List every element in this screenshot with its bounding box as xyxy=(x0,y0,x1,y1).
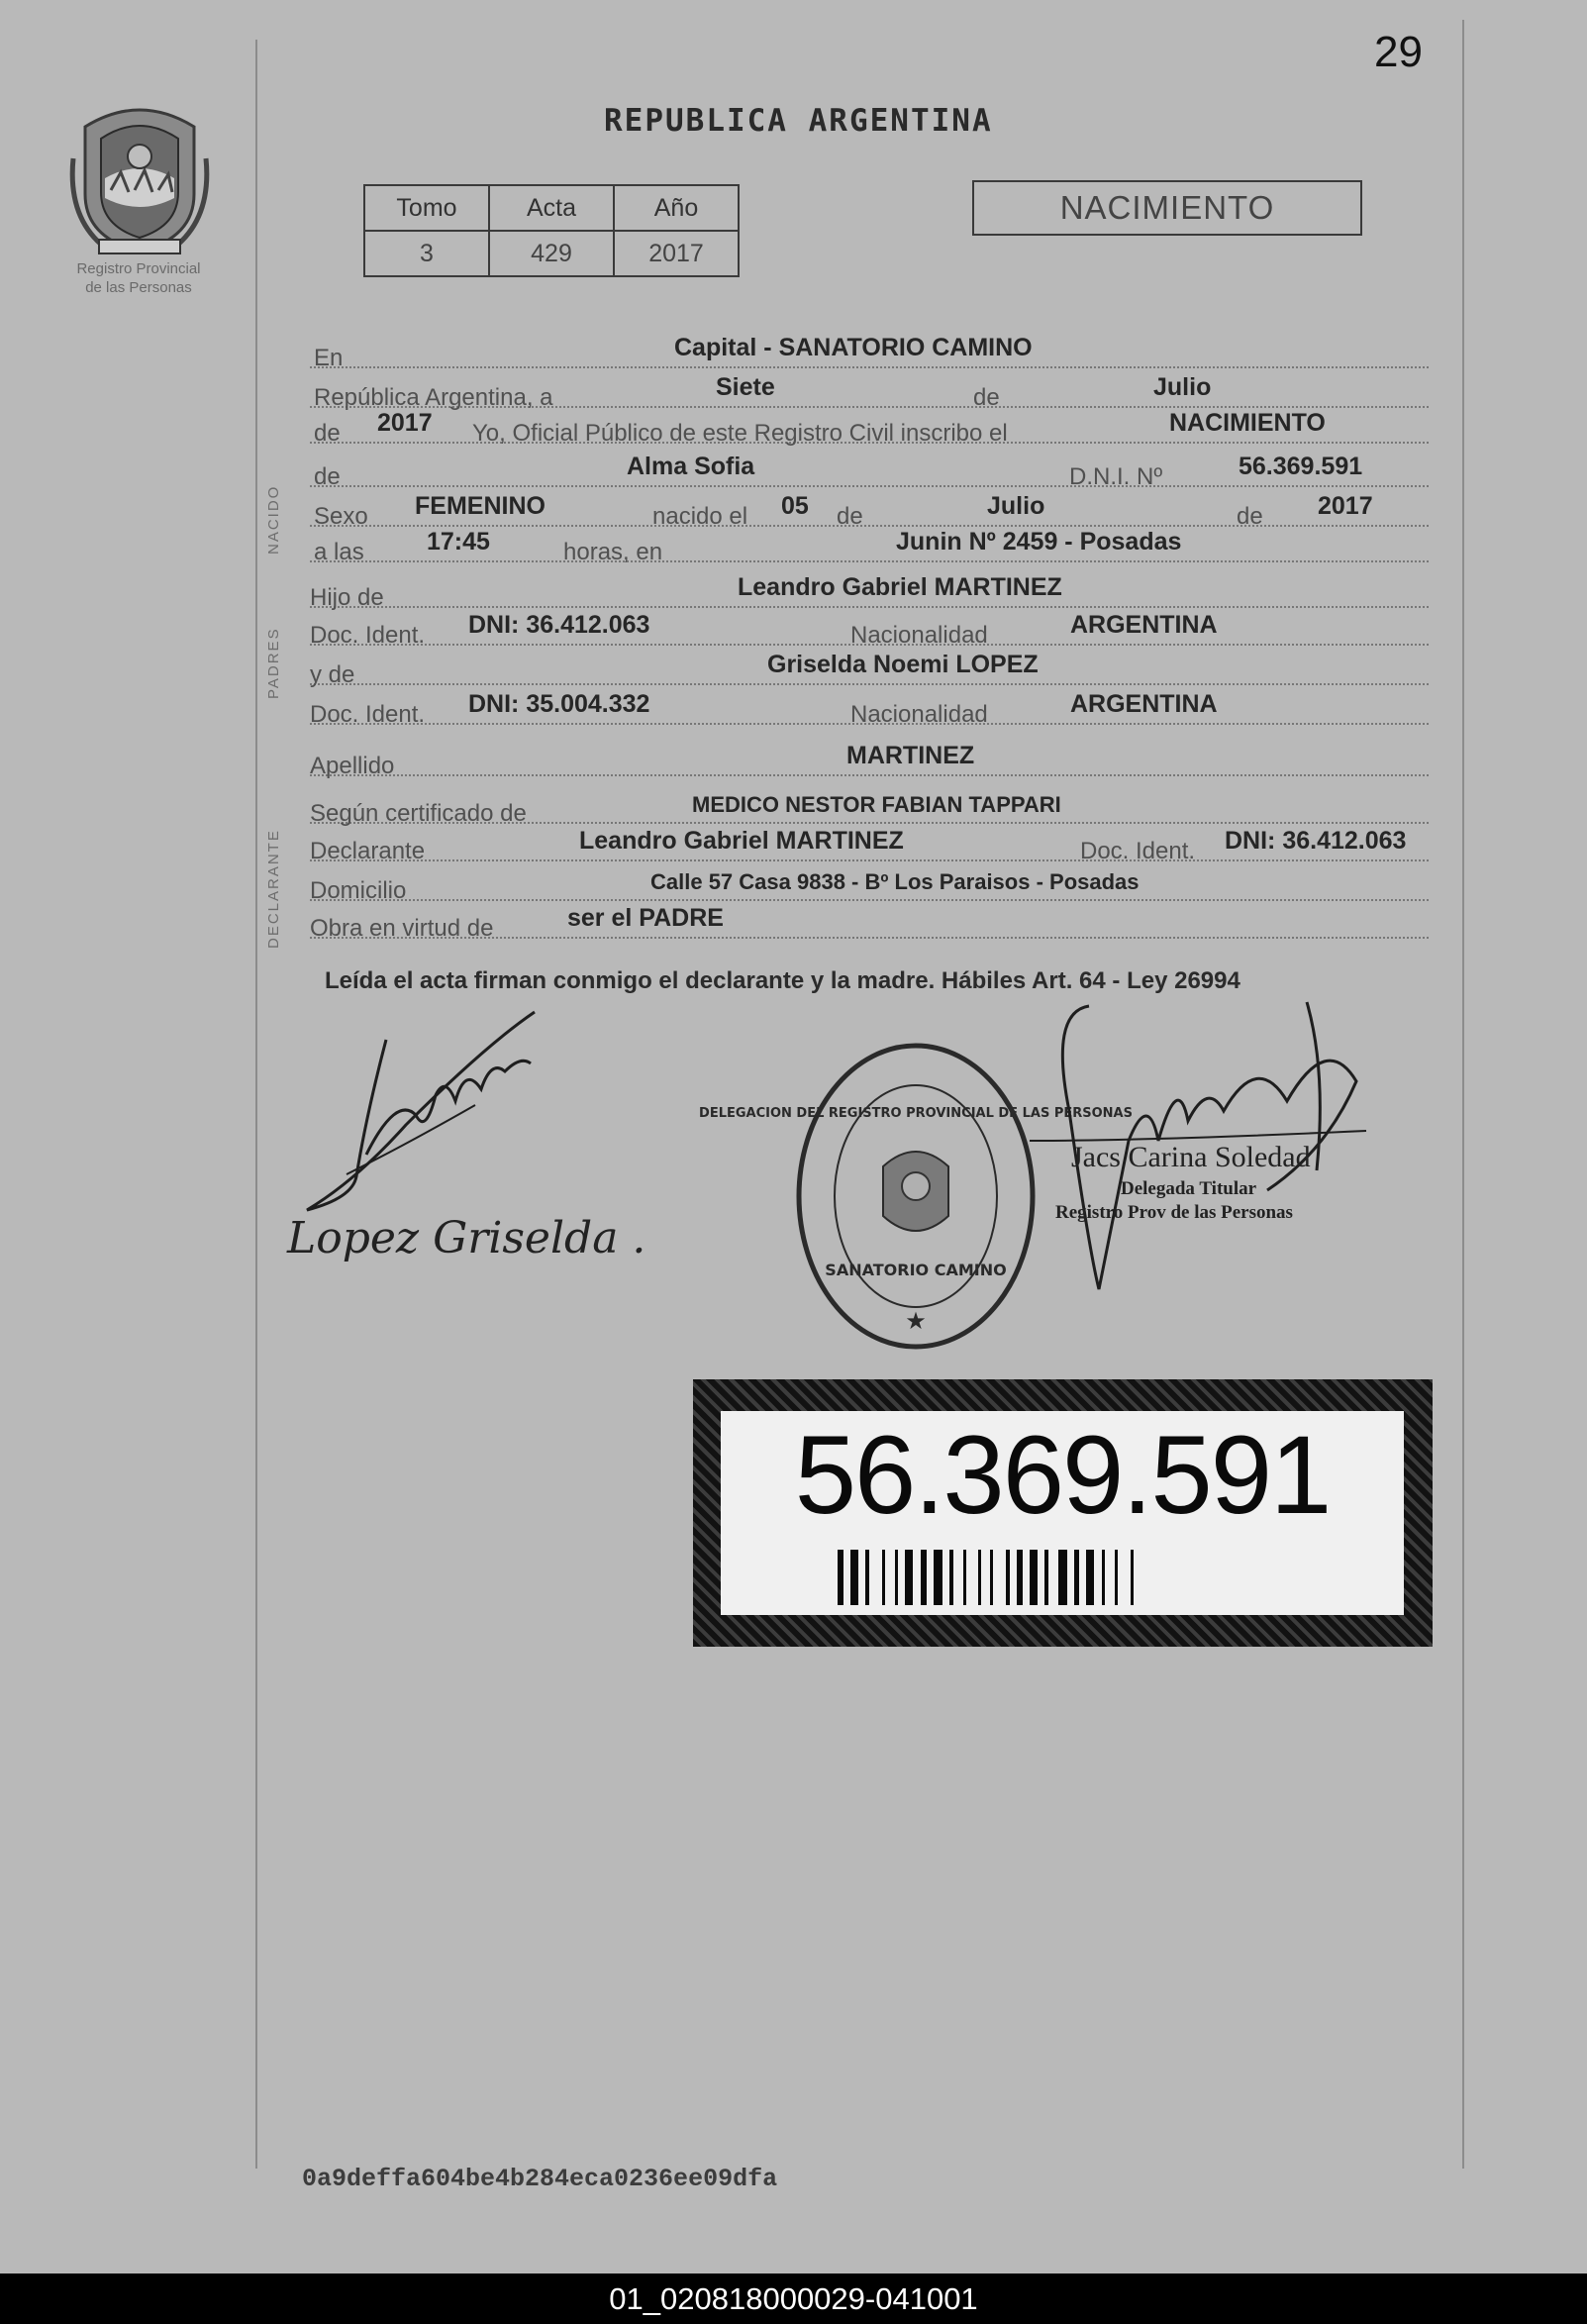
label-doc-ident-declarante: Doc. Ident. xyxy=(1080,838,1196,864)
label-y-de: y de xyxy=(310,661,355,688)
label-de-nombre: de xyxy=(314,463,341,490)
officer-role: Delegada Titular xyxy=(1121,1178,1257,1199)
barcode-label xyxy=(721,1411,1404,1615)
officer-office: Registro Prov de las Personas xyxy=(1055,1202,1293,1223)
label-declarante: Declarante xyxy=(310,838,426,864)
emblem-caption xyxy=(50,259,228,297)
barcode-bar xyxy=(1017,1550,1023,1605)
act-type-box: NACIMIENTO xyxy=(972,180,1362,236)
row-inscripcion xyxy=(310,408,1429,447)
row-apellido xyxy=(310,741,1429,779)
value-madre-doc: DNI: 35.004.332 xyxy=(468,690,650,718)
table-header-tomo: Tomo xyxy=(364,185,489,231)
barcode-bar xyxy=(921,1550,927,1605)
label-en: En xyxy=(314,345,344,371)
value-apellido: MARTINEZ xyxy=(846,742,975,769)
row-certificado xyxy=(310,788,1429,827)
row-hora xyxy=(310,527,1429,565)
table-header-anio: Año xyxy=(614,185,739,231)
table-value-tomo: 3 xyxy=(364,231,489,276)
value-madre: Griselda Noemi LOPEZ xyxy=(767,651,1039,678)
side-label-nacido: NACIDO xyxy=(265,484,282,555)
emblem-caption-line1: Registro Provincial xyxy=(76,260,201,277)
barcode-bar xyxy=(882,1550,885,1605)
label-doc-ident-madre: Doc. Ident. xyxy=(310,701,426,728)
label-hijo-de: Hijo de xyxy=(310,584,384,611)
value-padre-nacionalidad: ARGENTINA xyxy=(1070,611,1218,639)
label-republica: República Argentina, a xyxy=(314,384,553,411)
barcode-bar xyxy=(865,1550,869,1605)
value-declarante-doc: DNI: 36.412.063 xyxy=(1225,827,1407,855)
seal-inner-text: SANATORIO CAMINO xyxy=(825,1261,1007,1279)
barcode-bar xyxy=(1006,1550,1010,1605)
value-en-virtud: ser el PADRE xyxy=(567,904,724,932)
label-de-anio: de xyxy=(314,420,341,447)
page-number: 29 xyxy=(1374,28,1423,76)
value-nombre: Alma Sofia xyxy=(627,453,755,480)
value-hora: 17:45 xyxy=(427,528,490,556)
barcode-bar xyxy=(838,1550,843,1605)
value-anio-inscripcion: 2017 xyxy=(377,409,433,437)
barcode-bar xyxy=(850,1550,858,1605)
barcode-bar xyxy=(934,1550,942,1605)
label-nacido-el: nacido el xyxy=(652,503,748,530)
label-sexo: Sexo xyxy=(314,503,368,530)
value-lugar: Capital - SANATORIO CAMINO xyxy=(674,334,1033,361)
label-obra-en-virtud: Obra en virtud de xyxy=(310,915,494,942)
table-header-acta: Acta xyxy=(489,185,614,231)
barcode-bar xyxy=(895,1550,898,1605)
value-mes-inscripcion: Julio xyxy=(1153,373,1212,401)
barcode-bar xyxy=(1058,1550,1067,1605)
barcode-bar xyxy=(1115,1550,1118,1605)
row-madre-doc xyxy=(310,689,1429,728)
value-dni: 56.369.591 xyxy=(1239,453,1363,480)
row-sexo xyxy=(310,491,1429,530)
barcode-number: 56.369.591 xyxy=(794,1413,1331,1537)
coat-of-arms-emblem xyxy=(65,99,214,257)
side-label-declarante: DECLARANTE xyxy=(265,829,282,949)
row-madre xyxy=(310,650,1429,688)
value-tipo-acta: NACIMIENTO xyxy=(1169,409,1326,437)
barcode-bar xyxy=(1074,1550,1079,1605)
barcode-bar xyxy=(905,1550,913,1605)
label-nacionalidad-madre: Nacionalidad xyxy=(850,701,988,728)
label-segun-certificado: Según certificado de xyxy=(310,800,527,827)
side-label-padres: PADRES xyxy=(265,627,282,699)
officer-name: Jacs Carina Soledad xyxy=(1071,1141,1311,1173)
label-doc-ident-padre: Doc. Ident. xyxy=(310,622,426,649)
value-madre-nacionalidad: ARGENTINA xyxy=(1070,690,1218,718)
right-margin-line xyxy=(1462,20,1464,2169)
label-de-mes: de xyxy=(973,384,1000,411)
table-value-acta: 429 xyxy=(489,231,614,276)
declarant-signature xyxy=(287,1006,545,1214)
label-yo-oficial: Yo, Oficial Público de este Registro Civil inscribo el xyxy=(472,420,1008,447)
label-de-dia: de xyxy=(837,503,863,530)
value-dia-nacimiento: 05 xyxy=(781,492,809,520)
table-value-anio: 2017 xyxy=(614,231,739,276)
barcode-bar xyxy=(978,1550,981,1605)
row-declarante xyxy=(310,826,1429,864)
value-padre-doc: DNI: 36.412.063 xyxy=(468,611,650,639)
row-nombre xyxy=(310,452,1429,490)
scan-id-footer: 01_020818000029-041001 xyxy=(0,2273,1587,2324)
barcode-sticker xyxy=(693,1379,1433,1647)
value-sexo: FEMENINO xyxy=(415,492,546,520)
official-seal-stamp xyxy=(699,1038,1133,1355)
value-dia-letras: Siete xyxy=(716,373,775,401)
barcode-bar xyxy=(1102,1550,1105,1605)
label-nacionalidad-padre: Nacionalidad xyxy=(850,622,988,649)
barcode-bar xyxy=(1030,1550,1038,1605)
value-domicilio: Calle 57 Casa 9838 - Bº Los Paraisos - Posadas xyxy=(650,869,1140,894)
value-padre: Leandro Gabriel MARTINEZ xyxy=(738,573,1062,601)
document-hash: 0a9deffa604be4b284eca0236ee09dfa xyxy=(302,2165,778,2193)
value-certificado: MEDICO NESTOR FABIAN TAPPARI xyxy=(692,792,1061,817)
barcode-bar xyxy=(1131,1550,1134,1605)
row-fecha xyxy=(310,372,1429,411)
row-padre xyxy=(310,572,1429,611)
mother-signature-name: Lopez Griselda . xyxy=(287,1213,646,1263)
barcode-bar xyxy=(1044,1550,1048,1605)
closing-statement: Leída el acta firman conmigo el declarante y la madre. Hábiles Art. 64 - Ley 26994 xyxy=(325,967,1240,994)
barcode-bar xyxy=(949,1550,953,1605)
label-de-anio-nac: de xyxy=(1237,503,1263,530)
barcode-bar xyxy=(963,1550,966,1605)
label-apellido: Apellido xyxy=(310,753,395,779)
value-declarante: Leandro Gabriel MARTINEZ xyxy=(579,827,904,855)
value-anio-nacimiento: 2017 xyxy=(1318,492,1373,520)
svg-text:★: ★ xyxy=(905,1307,927,1335)
label-horas-en: horas, en xyxy=(563,539,663,565)
row-domicilio xyxy=(310,865,1429,904)
registry-table xyxy=(363,184,740,277)
row-padre-doc xyxy=(310,610,1429,649)
barcode-bars xyxy=(838,1550,1283,1605)
barcode-bar xyxy=(1086,1550,1094,1605)
row-en-virtud xyxy=(310,903,1429,942)
label-dni: D.N.I. Nº xyxy=(1069,463,1163,490)
barcode-bar xyxy=(990,1550,993,1605)
label-a-las: a las xyxy=(314,539,364,565)
country-title: REPUBLICA ARGENTINA xyxy=(604,103,993,139)
emblem-caption-line2: de las Personas xyxy=(85,279,192,296)
seal-outer-text: DELEGACION DEL REGISTRO PROVINCIAL DE LAS PERSONAS xyxy=(699,1106,1133,1121)
row-lugar xyxy=(310,333,1429,371)
label-domicilio: Domicilio xyxy=(310,877,407,904)
left-margin-line xyxy=(255,40,257,2169)
value-mes-nacimiento: Julio xyxy=(987,492,1045,520)
value-lugar-nacimiento: Junin Nº 2459 - Posadas xyxy=(896,528,1182,556)
